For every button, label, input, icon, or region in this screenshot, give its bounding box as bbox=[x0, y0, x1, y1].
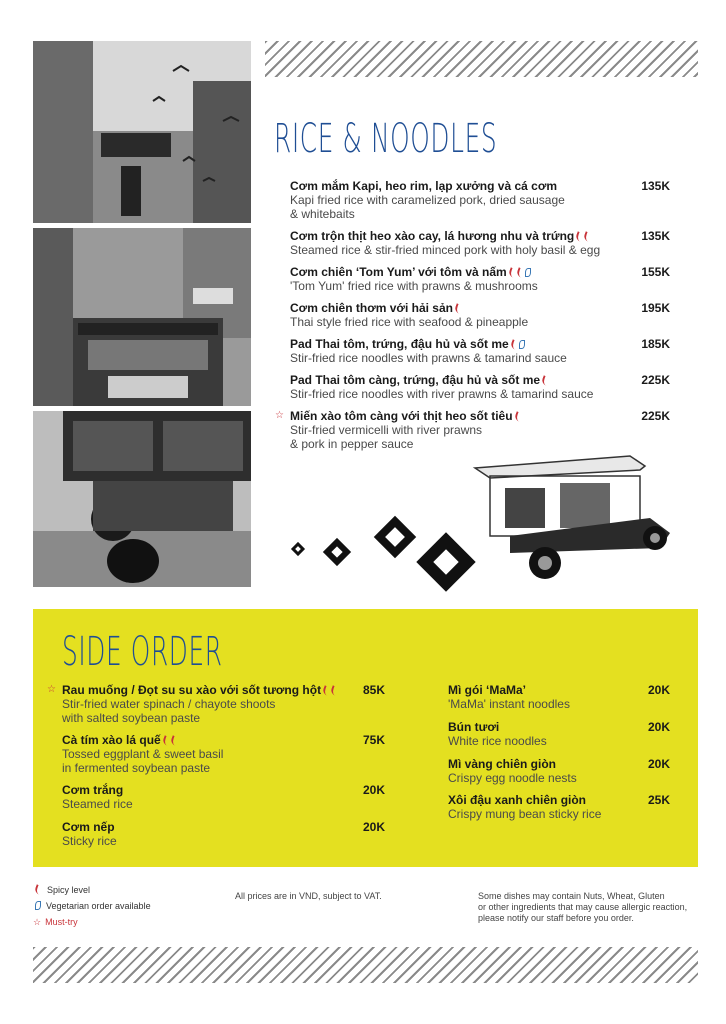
must-try-star-icon: ☆ bbox=[275, 410, 284, 421]
side-item-1 bbox=[62, 683, 362, 725]
rice-item-5 bbox=[290, 337, 630, 365]
item-name: Xôi đậu xanh chiên giòn bbox=[448, 793, 587, 807]
star-icon: ☆ bbox=[33, 917, 42, 927]
legend-vegetarian: Vegetarian order available bbox=[46, 901, 151, 911]
item-desc: Stir-fried rice noodles with prawns & tamarind sauce bbox=[290, 351, 567, 365]
must-try-star-icon: ☆ bbox=[47, 684, 56, 695]
side-item-7 bbox=[448, 757, 648, 785]
photo-chinatown-signs bbox=[33, 41, 251, 223]
item-name: Pad Thai tôm càng, trứng, đậu hủ và sốt me bbox=[290, 373, 630, 387]
legend-spicy: Spicy level bbox=[47, 885, 91, 895]
item-name: Rau muống / Đọt su su xào với sốt tương hột bbox=[62, 683, 362, 697]
rice-item-3 bbox=[290, 265, 630, 293]
item-desc: & pork in pepper sauce bbox=[290, 437, 414, 451]
item-price: 195K bbox=[641, 301, 670, 315]
item-name: Cơm nếp bbox=[62, 820, 115, 834]
rice-item-7 bbox=[290, 409, 630, 451]
side-item-2 bbox=[62, 733, 362, 775]
item-price: 20K bbox=[647, 720, 670, 734]
item-name: Cơm chiên thơm với hải sản bbox=[290, 301, 630, 315]
leaf-icon bbox=[525, 268, 531, 277]
item-price: 75K bbox=[362, 733, 385, 747]
chili-icon bbox=[513, 411, 522, 422]
chili-icon bbox=[454, 303, 463, 314]
item-price: 225K bbox=[641, 409, 670, 423]
side-item-5 bbox=[448, 683, 648, 711]
allergy-line: please notify our staff before you order. bbox=[478, 913, 634, 923]
chili-icon bbox=[507, 267, 516, 278]
item-desc: Stir-fried water spinach / chayote shoots bbox=[62, 697, 276, 711]
item-desc: Crispy mung bean sticky rice bbox=[448, 807, 602, 821]
leaf-icon bbox=[35, 901, 41, 910]
item-desc: Stir-fried rice noodles with river prawns & tamarind sauce bbox=[290, 387, 594, 401]
item-name: Cơm trộn thịt heo xào cay, lá hương nhu và trứng bbox=[290, 229, 630, 243]
item-desc: 'MaMa' instant noodles bbox=[448, 697, 570, 711]
item-name: Mì vàng chiên giòn bbox=[448, 757, 557, 771]
legend bbox=[33, 882, 151, 930]
chili-icon bbox=[161, 735, 170, 746]
item-desc: Steamed rice bbox=[62, 797, 133, 811]
rice-item-4 bbox=[290, 301, 630, 329]
item-price: 20K bbox=[362, 783, 385, 797]
item-price: 20K bbox=[362, 820, 385, 834]
item-desc: Crispy egg noodle nests bbox=[448, 771, 577, 785]
item-name: Cà tím xào lá quế bbox=[62, 733, 362, 747]
item-desc: White rice noodles bbox=[448, 734, 547, 748]
allergy-note bbox=[478, 891, 687, 924]
side-item-3 bbox=[62, 783, 362, 811]
item-price: 225K bbox=[641, 373, 670, 387]
chili-icon bbox=[583, 231, 592, 242]
item-desc: 'Tom Yum' fried rice with prawns & mushrooms bbox=[290, 279, 538, 293]
item-desc: with salted soybean paste bbox=[62, 711, 201, 725]
item-name: Cơm mắm Kapi, heo rim, lạp xưởng và cá cơm bbox=[290, 179, 558, 193]
item-name: Cơm trắng bbox=[62, 783, 124, 797]
leaf-icon bbox=[519, 340, 525, 349]
tuktuk-illustration bbox=[470, 448, 675, 588]
chili-icon bbox=[541, 375, 550, 386]
photo-tuktuk-front bbox=[33, 411, 251, 587]
side-item-4 bbox=[62, 820, 362, 848]
item-desc: Steamed rice & stir-fried minced pork with holy basil & egg bbox=[290, 243, 601, 257]
decorative-diamond bbox=[416, 532, 475, 591]
photo-tuktuk-street bbox=[33, 228, 251, 406]
item-name: Bún tươi bbox=[448, 720, 500, 734]
side-order-title: SIDE ORDER bbox=[62, 629, 223, 675]
decorative-diamond bbox=[291, 542, 305, 556]
item-name: Cơm chiên ‘Tom Yum’ với tôm và nấm bbox=[290, 265, 630, 279]
chili-icon bbox=[515, 267, 524, 278]
item-name: Mì gói ‘MaMa’ bbox=[448, 683, 526, 697]
item-desc: Tossed eggplant & sweet basil bbox=[62, 747, 224, 761]
side-item-6 bbox=[448, 720, 648, 748]
item-desc: Stir-fried vermicelli with river prawns bbox=[290, 423, 483, 437]
item-price: 135K bbox=[641, 229, 670, 243]
item-desc: Sticky rice bbox=[62, 834, 117, 848]
item-desc: Thai style fried rice with seafood & pineapple bbox=[290, 315, 529, 329]
item-price: 185K bbox=[641, 337, 670, 351]
item-desc: in fermented soybean paste bbox=[62, 761, 211, 775]
item-price: 25K bbox=[647, 793, 670, 807]
item-price: 135K bbox=[641, 179, 670, 193]
side-item-8 bbox=[448, 793, 648, 821]
rice-item-6 bbox=[290, 373, 630, 401]
decorative-diamond bbox=[374, 516, 416, 558]
allergy-line: Some dishes may contain Nuts, Wheat, Gluten bbox=[478, 891, 665, 901]
item-price: 20K bbox=[647, 757, 670, 771]
item-name: Pad Thai tôm, trứng, đậu hủ và sốt me bbox=[290, 337, 630, 351]
legend-must-try: Must-try bbox=[45, 917, 78, 927]
chili-icon bbox=[509, 339, 518, 350]
chili-icon bbox=[169, 735, 178, 746]
chili-icon bbox=[330, 685, 339, 696]
decorative-diamond bbox=[323, 538, 351, 566]
rice-noodles-title: RICE & NOODLES bbox=[274, 116, 498, 162]
item-desc: Kapi fried rice with caramelized pork, dried sausage bbox=[290, 193, 565, 207]
chili-icon bbox=[575, 231, 584, 242]
rice-item-1 bbox=[290, 179, 630, 221]
item-price: 155K bbox=[641, 265, 670, 279]
item-price: 85K bbox=[362, 683, 385, 697]
top-hatch-band bbox=[265, 41, 698, 77]
bottom-hatch-band bbox=[33, 947, 698, 983]
allergy-line: or other ingredients that may cause allergic reaction, bbox=[478, 902, 688, 912]
item-name: Miến xào tôm càng với thịt heo sốt tiêu bbox=[290, 409, 630, 423]
rice-item-2 bbox=[290, 229, 630, 257]
item-price: 20K bbox=[647, 683, 670, 697]
chili-icon bbox=[322, 685, 331, 696]
chili-icon bbox=[34, 884, 43, 895]
item-desc: & whitebaits bbox=[290, 207, 355, 221]
price-note: All prices are in VND, subject to VAT. bbox=[235, 891, 382, 901]
